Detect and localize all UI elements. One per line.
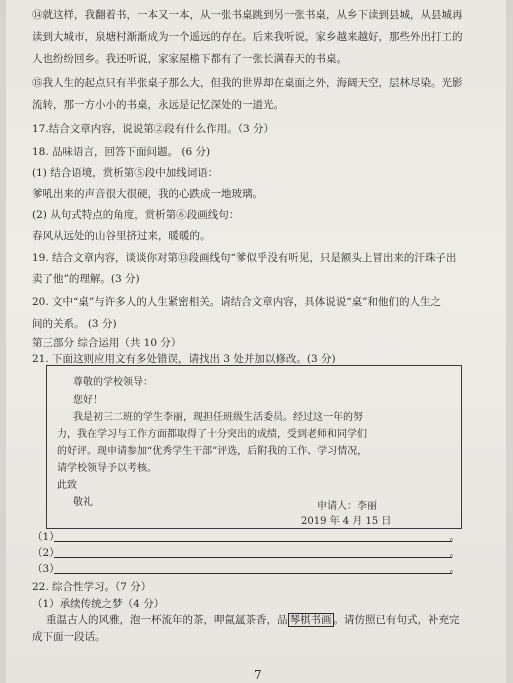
question-20: 20. 文中“桌”与许多人的人生紧密相关。请结合文章内容，具体说说“桌”和他们的人生之 <box>32 296 442 308</box>
answer-rule <box>54 541 452 542</box>
exam-page <box>6 0 506 683</box>
answer-label: （2） <box>32 547 60 559</box>
quoted-sentence: 春风从远处的山谷里挤过来，暖暖的。 <box>32 230 211 242</box>
question-22-text <box>46 613 492 627</box>
part-three-heading: 第三部分 综合运用（共 10 分） <box>32 337 182 349</box>
letter-hello: 您好！ <box>73 395 103 406</box>
letter-body: 的好评。现申请参加“优秀学生干部”评选，后附我的工作、学习情况， <box>57 446 368 457</box>
question-21: 21. 下面这则应用文有多处错误，请找出 3 处并加以修改。(3 分) <box>32 353 336 365</box>
letter-body: 力，我在学习与工作方面都取得了十分突出的成绩，受到老师和同学们 <box>57 429 367 440</box>
answer-end: 。 <box>449 563 460 575</box>
q22-text-part: 重温古人的风雅，泡一杯流年的茶，呷氤氲茶香，品 <box>46 614 288 626</box>
letter-body: 我是初三二班的学生李丽，现担任班级生活委员。经过这一年的努 <box>73 412 363 423</box>
question-18: 18. 品味语言，回答下面问题。 (6 分) <box>32 146 211 158</box>
question-18-1: (1) 结合语境，赏析第⑤段中加线词语： <box>32 167 219 179</box>
page-number: 7 <box>254 668 262 682</box>
passage-line: 读到大城市，泉塘村渐渐成为一个遥远的存在。后来我听说，家乡越来越好，那些外出打工的 <box>32 31 463 43</box>
answer-rule <box>54 557 452 558</box>
question-22-text-cont: 成下面一段话。 <box>32 631 106 643</box>
answer-end: 。 <box>449 531 460 543</box>
letter-box <box>46 365 462 529</box>
passage-line: 流转，那一方小小的书桌，永远是记忆深处的一道光。 <box>32 99 284 111</box>
question-18-2: (2) 从句式特点的角度，赏析第⑥段画线句： <box>32 209 240 221</box>
boxed-phrase: 琴棋书画 <box>289 614 332 626</box>
answer-line-1[interactable] <box>32 530 462 544</box>
question-19-cont: 卖了他”的理解。(3 分) <box>32 273 140 285</box>
letter-closing: 敬礼 <box>73 497 93 508</box>
quoted-sentence: 爹吼出来的声音很大很硬，我的心跌成一地玻璃。 <box>32 188 263 200</box>
answer-end: 。 <box>449 547 460 559</box>
question-17: 17.结合文章内容，说说第②段有什么作用。（3 分） <box>32 123 274 135</box>
q22-text-part: 。请仿照已有句式，补充完 <box>333 614 460 626</box>
question-22: 22. 综合性学习。（7 分） <box>32 581 152 593</box>
answer-label: （1） <box>32 531 60 543</box>
letter-greeting: 尊敬的学校领导： <box>73 377 153 388</box>
question-22-1: （1）承续传统之梦（4 分） <box>32 598 165 610</box>
passage-line: 人也纷纷回乡。我还听说，家家屋檐下都有了一张长满春天的书桌。 <box>32 53 347 65</box>
letter-body: 请学校领导予以考核。 <box>57 463 157 474</box>
answer-rule <box>54 573 452 574</box>
letter-date: 2019 年 4 月 15 日 <box>301 516 392 527</box>
passage-line: ⑮我人生的起点只有半张桌子那么大，但我的世界却在桌面之外，海阔天空，层林尽染。光影 <box>32 77 463 89</box>
answer-line-3[interactable] <box>32 562 462 576</box>
passage-line: ⑭就这样，我翻着书，一本又一本，从一张书桌跳到另一张书桌，从乡下读到县城，从县城再 <box>32 9 463 21</box>
answer-label: （3） <box>32 563 60 575</box>
answer-line-2[interactable] <box>32 546 462 560</box>
letter-closing: 此致 <box>57 480 77 491</box>
question-19: 19. 结合文章内容，谈谈你对第⑬段画线句“爹似乎没有听见，只是额头上冒出来的汗珠子出 <box>32 252 457 264</box>
letter-signer: 申请人：李丽 <box>317 501 377 512</box>
question-20-cont: 间的关系。 (3 分) <box>32 318 117 330</box>
